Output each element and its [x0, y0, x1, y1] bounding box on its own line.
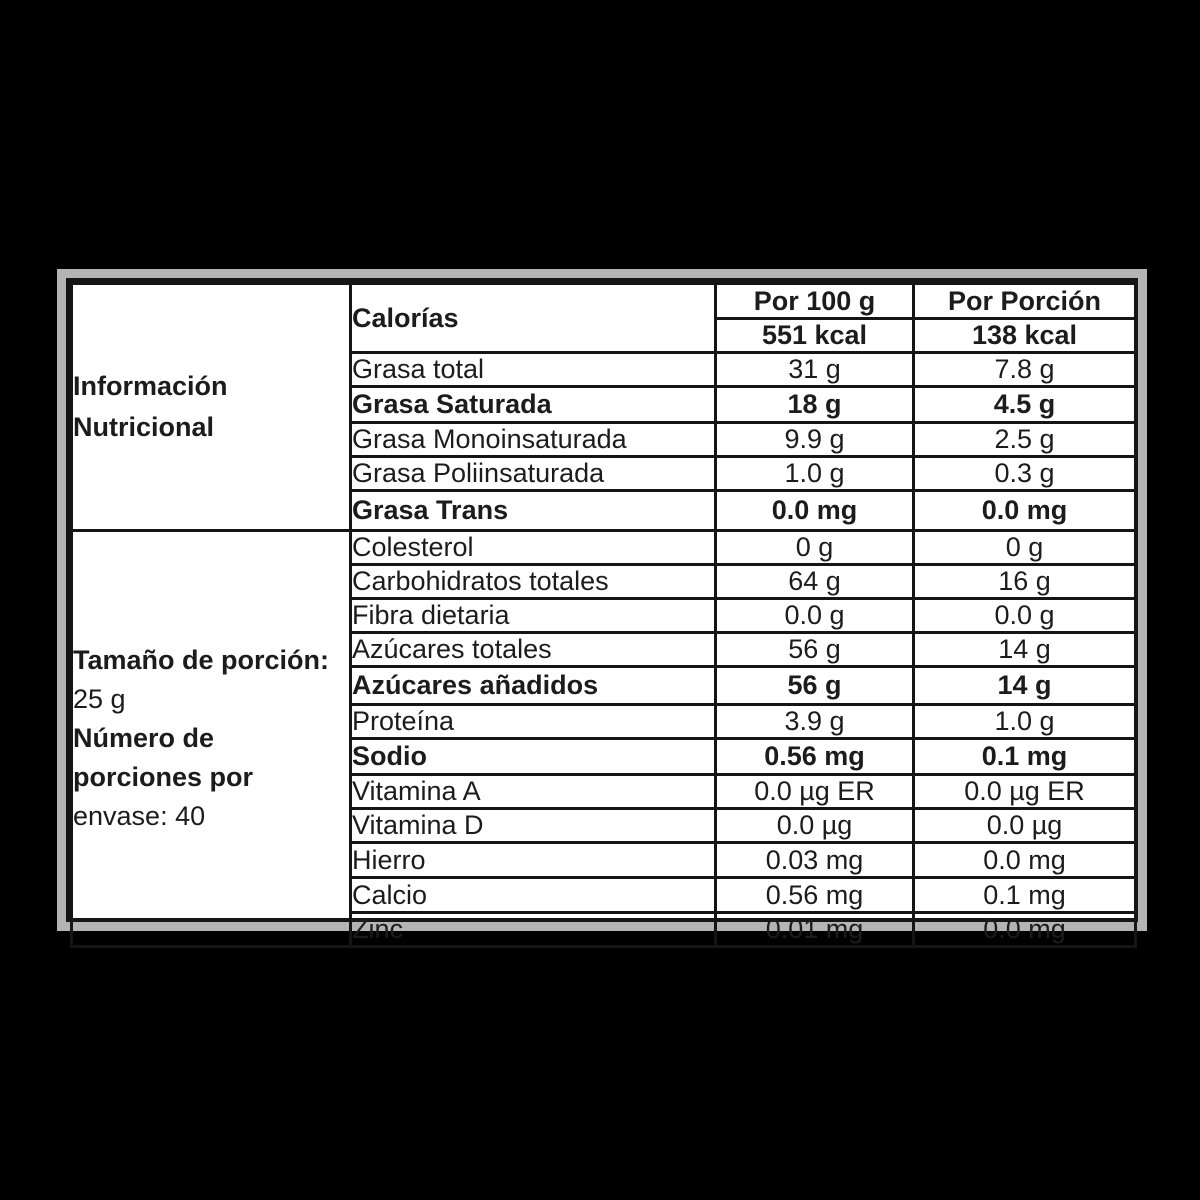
row-value-portion: 14 g [914, 667, 1136, 705]
row-value-portion: 0.1 mg [914, 878, 1136, 913]
serving-info-cell [72, 531, 351, 947]
row-value-portion: 0.0 g [914, 599, 1136, 633]
row-value-portion: 0.1 mg [914, 739, 1136, 775]
row-value-per100: 31 g [716, 353, 914, 387]
row-value-portion: 0.0 µg ER [914, 775, 1136, 809]
row-value-portion: 14 g [914, 633, 1136, 667]
row-value-per100: 0.0 g [716, 599, 914, 633]
row-label: Proteína [351, 705, 716, 739]
row-value-per100: 0.56 mg [716, 739, 914, 775]
servings-per-line1: Número de [73, 723, 215, 753]
row-value-per100: 0.0 µg ER [716, 775, 914, 809]
row-value-portion: 16 g [914, 565, 1136, 599]
row-value-per100: 1.0 g [716, 457, 914, 491]
row-value-per100: 56 g [716, 633, 914, 667]
row-label: Hierro [351, 843, 716, 878]
row-value-per100: 0.01 mg [716, 913, 914, 947]
info-title-cell [72, 284, 351, 531]
row-value-per100: 9.9 g [716, 423, 914, 457]
info-title-line1: Información [73, 371, 228, 401]
servings-per-line2: porciones por [73, 762, 254, 792]
row-label: Grasa Monoinsaturada [351, 423, 716, 457]
row-label: Grasa Trans [351, 491, 716, 531]
row-label: Fibra dietaria [351, 599, 716, 633]
row-label: Vitamina A [351, 775, 716, 809]
row-value-per100: 0 g [716, 531, 914, 565]
row-value-per100: 0.03 mg [716, 843, 914, 878]
row-value-per100: 18 g [716, 387, 914, 423]
nutrition-panel [66, 278, 1138, 944]
row-label: Carbohidratos totales [351, 565, 716, 599]
calories-label-cell: Calorías [351, 284, 716, 353]
row-value-portion: 0.0 mg [914, 491, 1136, 531]
row-label: Grasa Saturada [351, 387, 716, 423]
row-label: Sodio [351, 739, 716, 775]
nutrition-table [70, 282, 1137, 948]
row-label: Vitamina D [351, 809, 716, 843]
servings-per-value: envase: 40 [73, 801, 206, 831]
kcal-portion: 138 kcal [914, 319, 1136, 353]
column-header-portion: Por Porción [914, 284, 1136, 319]
table-row [72, 531, 1136, 565]
row-value-per100: 0.0 mg [716, 491, 914, 531]
row-label: Grasa Poliinsaturada [351, 457, 716, 491]
row-label: Calcio [351, 878, 716, 913]
kcal-per100: 551 kcal [716, 319, 914, 353]
row-value-per100: 64 g [716, 565, 914, 599]
row-value-portion: 4.5 g [914, 387, 1136, 423]
row-label: Colesterol [351, 531, 716, 565]
row-label: Zinc [351, 913, 716, 947]
row-value-per100: 0.56 mg [716, 878, 914, 913]
header-row-columns [72, 284, 1136, 319]
row-value-portion: 0 g [914, 531, 1136, 565]
info-title-line2: Nutricional [73, 412, 215, 442]
row-label: Grasa total [351, 353, 716, 387]
row-value-portion: 0.0 mg [914, 913, 1136, 947]
row-value-portion: 0.0 µg [914, 809, 1136, 843]
row-value-portion: 2.5 g [914, 423, 1136, 457]
row-value-per100: 3.9 g [716, 705, 914, 739]
row-label: Azúcares totales [351, 633, 716, 667]
row-value-per100: 56 g [716, 667, 914, 705]
column-header-per100: Por 100 g [716, 284, 914, 319]
row-value-portion: 0.0 mg [914, 843, 1136, 878]
row-value-portion: 0.3 g [914, 457, 1136, 491]
row-label: Azúcares añadidos [351, 667, 716, 705]
row-value-per100: 0.0 µg [716, 809, 914, 843]
serving-size-value: 25 g [73, 684, 126, 714]
row-value-portion: 7.8 g [914, 353, 1136, 387]
label-gray-frame [57, 269, 1147, 944]
serving-size-label: Tamaño de porción: [73, 645, 330, 675]
row-value-portion: 1.0 g [914, 705, 1136, 739]
